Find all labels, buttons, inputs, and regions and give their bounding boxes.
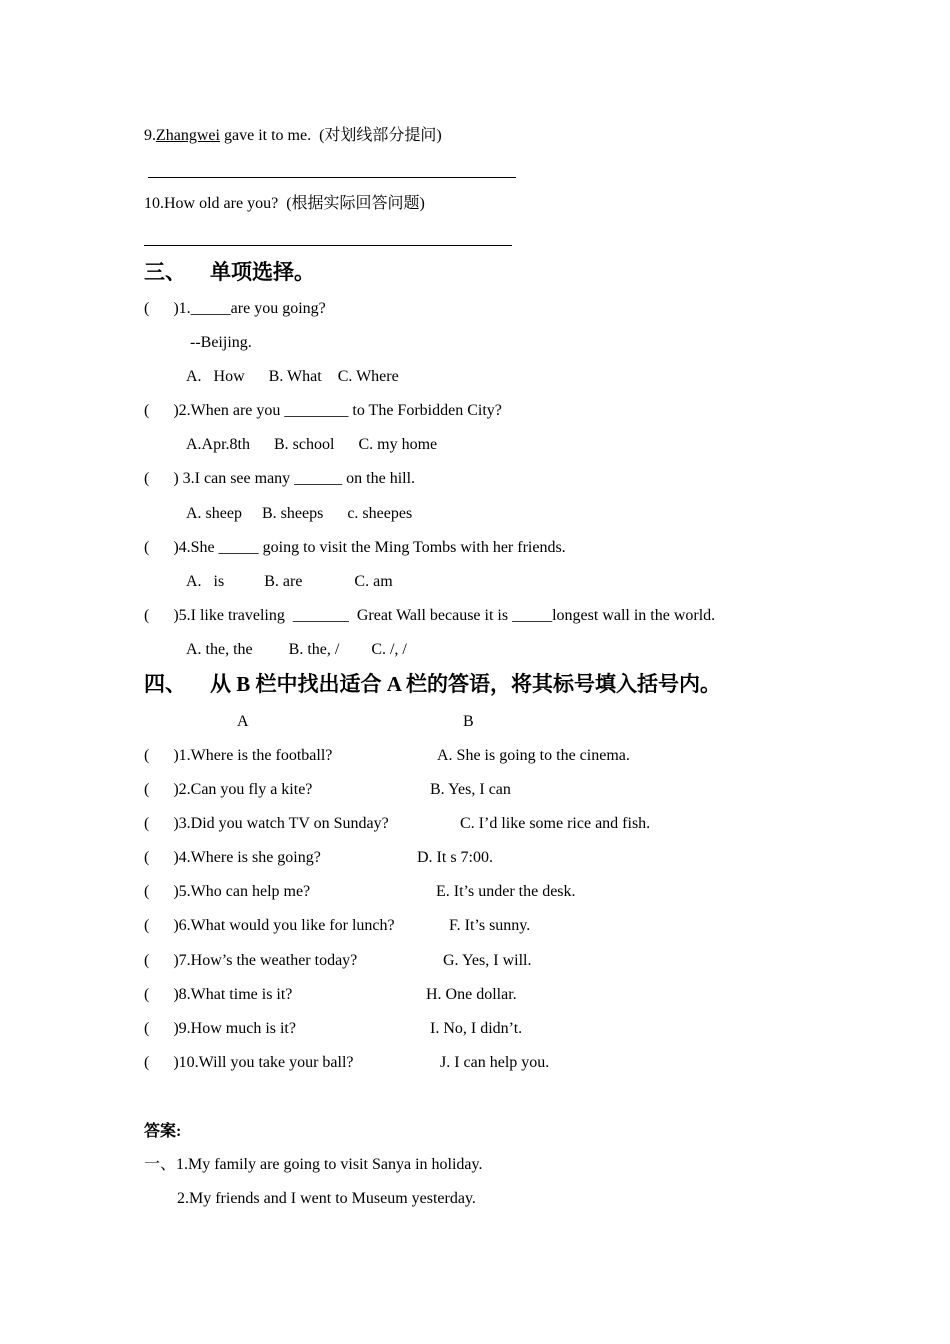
match-b-9: I. No, I didn’t. — [430, 1020, 523, 1037]
s3-question-3-options: A. sheep B. sheeps c. sheepes — [186, 505, 413, 522]
s3-question-1-reply: --Beijing. — [190, 334, 252, 351]
match-a-7: ( )7.How’s the weather today? — [144, 952, 358, 969]
match-a-1: ( )1.Where is the football? — [144, 747, 333, 764]
match-b-4: D. It s 7:00. — [417, 849, 493, 866]
question-10: 10.How old are you? (根据实际回答问题) — [144, 195, 425, 212]
match-b-10: J. I can help you. — [440, 1054, 550, 1071]
s3-question-2: ( )2.When are you ________ to The Forbidden City? — [144, 402, 502, 419]
section3-number: 三、 — [144, 260, 186, 284]
answer-line-2: 2.My friends and I went to Museum yesterday. — [177, 1190, 476, 1207]
s3-question-3: ( ) 3.I can see many ______ on the hill. — [144, 470, 416, 487]
column-b-header: B — [463, 713, 474, 730]
answer-line-9 — [148, 177, 516, 178]
match-a-3: ( )3.Did you watch TV on Sunday? — [144, 815, 389, 832]
answer-line-1: 一、1.My family are going to visit Sanya in holiday. — [144, 1156, 483, 1173]
s3-question-5: ( )5.I like traveling _______ Great Wall because it is _____longest wall in the world. — [144, 607, 716, 624]
s3-question-1: ( )1._____are you going? — [144, 300, 326, 317]
s3-question-4: ( )4.She _____ going to visit the Ming Tombs with her friends. — [144, 539, 566, 556]
match-a-2: ( )2.Can you fly a kite? — [144, 781, 313, 798]
s3-question-5-options: A. the, the B. the, / C. /, / — [186, 641, 407, 658]
match-b-5: E. It’s under the desk. — [436, 883, 576, 900]
s3-question-4-options: A. is B. are C. am — [186, 573, 393, 590]
section3-title: 单项选择。 — [210, 260, 315, 284]
s3-question-2-options: A.Apr.8th B. school C. my home — [186, 436, 438, 453]
match-a-5: ( )5.Who can help me? — [144, 883, 311, 900]
match-b-8: H. One dollar. — [426, 986, 517, 1003]
section4-heading — [144, 671, 721, 697]
answer-line-10 — [144, 245, 512, 246]
q9-number: 9. — [144, 127, 156, 144]
answers-heading: 答案: — [144, 1123, 182, 1140]
match-a-10: ( )10.Will you take your ball? — [144, 1054, 354, 1071]
q9-underlined-word: Zhangwei — [156, 127, 220, 144]
section4-title: 从 B 栏中找出适合 A 栏的答语，将其标号填入括号内。 — [210, 672, 722, 696]
section3-heading — [144, 259, 315, 285]
match-a-8: ( )8.What time is it? — [144, 986, 293, 1003]
match-b-1: A. She is going to the cinema. — [437, 747, 630, 764]
s3-question-1-options: A. How B. What C. Where — [186, 368, 399, 385]
q9-rest: gave it to me. (对划线部分提问) — [219, 127, 442, 144]
match-a-6: ( )6.What would you like for lunch? — [144, 917, 395, 934]
match-b-3: C. I’d like some rice and fish. — [460, 815, 651, 832]
match-a-4: ( )4.Where is she going? — [144, 849, 321, 866]
column-a-header: A — [237, 713, 249, 730]
match-b-6: F. It’s sunny. — [449, 917, 531, 934]
match-a-9: ( )9.How much is it? — [144, 1020, 296, 1037]
section4-number: 四、 — [144, 672, 186, 696]
match-b-2: B. Yes, I can — [430, 781, 511, 798]
question-9 — [144, 126, 442, 146]
match-b-7: G. Yes, I will. — [443, 952, 532, 969]
